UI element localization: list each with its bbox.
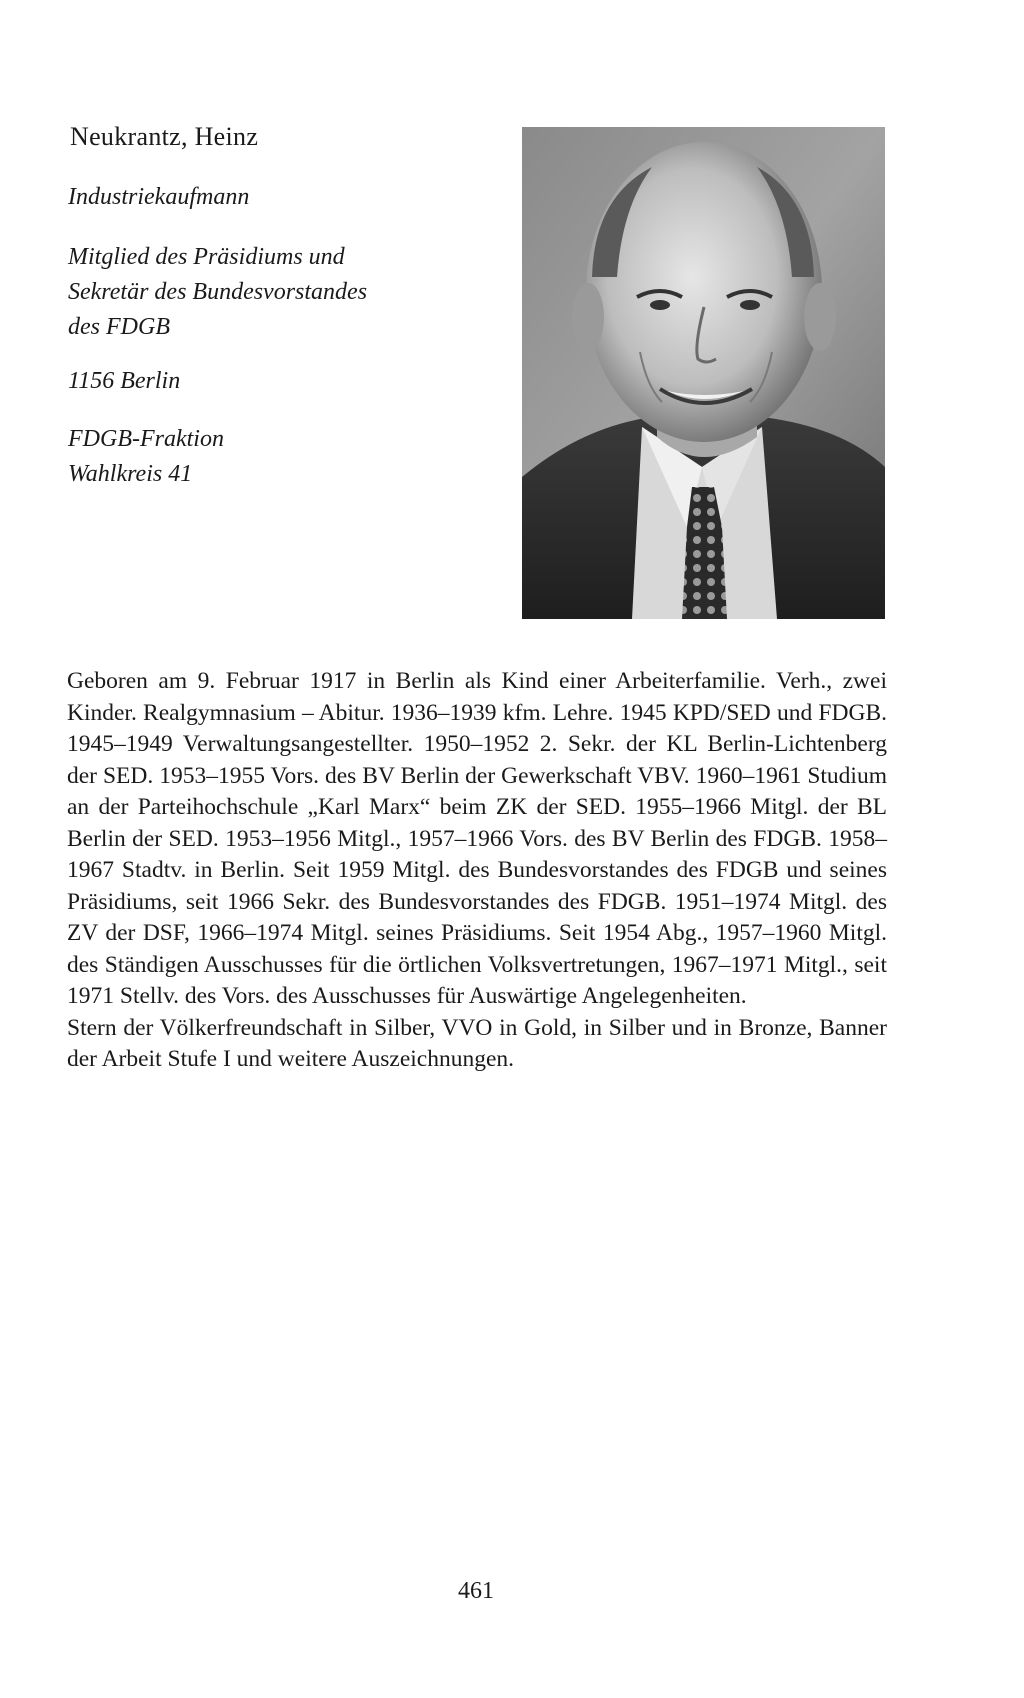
awards-text: Stern der Völkerfreundschaft in Silber, VVO in Gold, in Silber und in Bronze, Banner der Arbeit Stufe I und weitere Auszeichnungen.: [67, 1014, 887, 1072]
function-line: des FDGB: [68, 314, 170, 340]
biography: [67, 666, 887, 1076]
function-block: [68, 240, 508, 345]
occupation-text: Industriekaufmann: [68, 184, 250, 210]
function-line: Sekretär des Bundesvorstandes: [68, 279, 368, 305]
page-number: 461: [458, 1578, 494, 1604]
faction-text: FDGB-Fraktion: [68, 426, 224, 452]
function-line: Mitglied des Präsidiums und: [68, 244, 345, 270]
occupation: [68, 180, 508, 215]
location: [68, 364, 508, 399]
biography-text: Geboren am 9. Februar 1917 in Berlin als Kind einer Arbeiterfamilie. Verh., zwei Kinder. Realgymnasium – Abitur. 1936–1939 kfm. Lehre. 1945 KPD/SED und FDGB. 1945–1949 Verwaltungsangestellter. 1950–1952 2. Sekr. der KL Berlin-Lichtenberg der SED. 1953–1955 Vors. des BV Berlin der Gewerkschaft VBV. 1960–1961 Studium an der Parteihochschule „Karl Marx“ beim ZK der SED. 1955–1966 Mitgl. der BL Berlin der SED. 1953–1956 Mitgl., 1957–1966 Vors. des BV Berlin des FDGB. 1958–1967 Stadtv. in Berlin. Seit 1959 Mitgl. des Bundesvorstandes des FDGB und seines Präsidiums, seit 1966 Sekr. des Bundesvorstandes des FDGB. 1951–1974 Mitgl. des ZV der DSF, 1966–1974 Mitgl. seines Präsidiums. Seit 1954 Abg., 1957–1960 Mitgl. des Ständigen Ausschusses für die örtlichen Volksvertretungen, 1967–1971 Mitgl., seit 1971 Stellv. des Vors. des Ausschusses für Auswärtige Angelegenheiten.: [67, 668, 887, 1009]
location-text: 1156 Berlin: [68, 368, 181, 394]
constituency-text: Wahlkreis 41: [68, 461, 193, 487]
person-name: Neukrantz, Heinz: [70, 122, 259, 151]
portrait-illustration: [522, 127, 885, 619]
faction-block: [68, 422, 508, 492]
portrait-photo: [522, 127, 885, 619]
